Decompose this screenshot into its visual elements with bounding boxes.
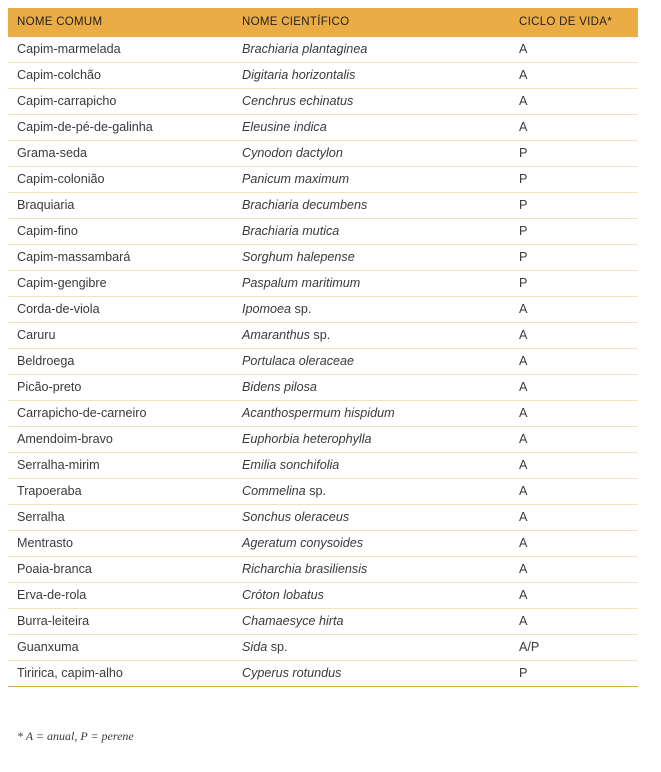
scientific-name-species-abbrev: sp. bbox=[294, 302, 312, 316]
column-header-nome-cientifico: NOME CIENTÍFICO bbox=[242, 16, 350, 28]
scientific-name-binomial: Cyperus rotundus bbox=[242, 666, 342, 680]
cell-ciclo-de-vida: A bbox=[519, 458, 528, 472]
table-row bbox=[8, 245, 638, 271]
scientific-name-binomial: Cenchrus echinatus bbox=[242, 94, 354, 108]
cell-nome-cientifico bbox=[233, 219, 510, 245]
cell-nome-comum: Erva-de-rola bbox=[17, 588, 87, 602]
cell-nome-cientifico bbox=[233, 479, 510, 505]
scientific-name-binomial: Sida bbox=[242, 640, 268, 654]
scientific-name-binomial: Paspalum maritimum bbox=[242, 276, 361, 290]
cell-nome-cientifico bbox=[233, 609, 510, 635]
table-header-row bbox=[8, 8, 638, 37]
cell-nome-cientifico bbox=[233, 427, 510, 453]
cell-nome-comum: Tiririca, capim-alho bbox=[17, 666, 123, 680]
scientific-name-binomial: Commelina bbox=[242, 484, 306, 498]
column-header-nome-comum: NOME COMUM bbox=[17, 16, 103, 28]
cell-nome-comum: Picão-preto bbox=[17, 380, 82, 394]
table-row bbox=[8, 453, 638, 479]
cell-nome-cientifico bbox=[233, 661, 510, 687]
cell-ciclo-de-vida: P bbox=[519, 250, 528, 264]
cell-nome-cientifico bbox=[233, 193, 510, 219]
cell-nome-cientifico bbox=[233, 167, 510, 193]
cell-nome-cientifico bbox=[233, 297, 510, 323]
cell-ciclo-de-vida: P bbox=[519, 666, 528, 680]
table-row bbox=[8, 37, 638, 63]
cell-nome-comum: Capim-massambará bbox=[17, 250, 131, 264]
cell-nome-comum: Carrapicho-de-carneiro bbox=[17, 406, 147, 420]
table-header bbox=[8, 8, 638, 37]
table-row bbox=[8, 323, 638, 349]
cell-ciclo-de-vida: P bbox=[519, 146, 528, 160]
cell-nome-comum: Grama-seda bbox=[17, 146, 87, 160]
scientific-name-binomial: Portulaca oleraceae bbox=[242, 354, 355, 368]
scientific-name-binomial: Bidens pilosa bbox=[242, 380, 317, 394]
scientific-name-binomial: Amaranthus bbox=[242, 328, 310, 342]
cell-nome-cientifico bbox=[233, 635, 510, 661]
cell-ciclo-de-vida: A/P bbox=[519, 640, 540, 654]
cell-ciclo-de-vida: A bbox=[519, 484, 528, 498]
table-row bbox=[8, 297, 638, 323]
cell-nome-comum: Amendoim-bravo bbox=[17, 432, 113, 446]
cell-nome-cientifico bbox=[233, 375, 510, 401]
cell-ciclo-de-vida: A bbox=[519, 432, 528, 446]
cell-nome-comum: Burra-leiteira bbox=[17, 614, 90, 628]
cell-nome-cientifico bbox=[233, 401, 510, 427]
scientific-name-binomial: Ageratum conysoides bbox=[242, 536, 364, 550]
column-header-ciclo-de-vida: CICLO DE VIDA* bbox=[519, 16, 613, 28]
table-row bbox=[8, 375, 638, 401]
weed-species-table bbox=[8, 8, 638, 687]
table-row bbox=[8, 63, 638, 89]
scientific-name-binomial: Sonchus oleraceus bbox=[242, 510, 350, 524]
cell-nome-cientifico bbox=[233, 37, 510, 63]
cell-nome-cientifico bbox=[233, 115, 510, 141]
table-row bbox=[8, 271, 638, 297]
cell-nome-comum: Beldroega bbox=[17, 354, 75, 368]
cell-nome-cientifico bbox=[233, 453, 510, 479]
table-row bbox=[8, 167, 638, 193]
scientific-name-binomial: Richarchia brasiliensis bbox=[242, 562, 368, 576]
cell-ciclo-de-vida: A bbox=[519, 562, 528, 576]
cell-nome-comum: Caruru bbox=[17, 328, 56, 342]
cell-nome-cientifico bbox=[233, 141, 510, 167]
cell-nome-comum: Capim-marmelada bbox=[17, 42, 121, 56]
table-body bbox=[8, 37, 638, 687]
scientific-name-binomial: Cróton lobatus bbox=[242, 588, 324, 602]
table-row bbox=[8, 427, 638, 453]
cell-nome-comum: Serralha bbox=[17, 510, 65, 524]
cell-ciclo-de-vida: A bbox=[519, 380, 528, 394]
cell-ciclo-de-vida: A bbox=[519, 120, 528, 134]
scientific-name-binomial: Acanthospermum hispidum bbox=[242, 406, 395, 420]
cell-ciclo-de-vida: P bbox=[519, 198, 528, 212]
cell-ciclo-de-vida: A bbox=[519, 406, 528, 420]
cell-nome-cientifico bbox=[233, 323, 510, 349]
table-row bbox=[8, 349, 638, 375]
cell-nome-comum: Braquiaria bbox=[17, 198, 75, 212]
table-row bbox=[8, 635, 638, 661]
cell-nome-cientifico bbox=[233, 271, 510, 297]
table-row bbox=[8, 583, 638, 609]
cell-nome-comum: Mentrasto bbox=[17, 536, 73, 550]
table-row bbox=[8, 193, 638, 219]
cell-nome-cientifico bbox=[233, 349, 510, 375]
table-row bbox=[8, 401, 638, 427]
cell-ciclo-de-vida: A bbox=[519, 328, 528, 342]
cell-ciclo-de-vida: A bbox=[519, 354, 528, 368]
cell-ciclo-de-vida: P bbox=[519, 172, 528, 186]
cell-nome-comum: Serralha-mirim bbox=[17, 458, 100, 472]
scientific-name-binomial: Brachiaria decumbens bbox=[242, 198, 368, 212]
table-row bbox=[8, 141, 638, 167]
cell-nome-cientifico bbox=[233, 531, 510, 557]
cell-ciclo-de-vida: A bbox=[519, 68, 528, 82]
cell-ciclo-de-vida: A bbox=[519, 94, 528, 108]
scientific-name-binomial: Ipomoea bbox=[242, 302, 292, 316]
scientific-name-binomial: Digitaria horizontalis bbox=[242, 68, 356, 82]
cell-nome-comum: Capim-de-pé-de-galinha bbox=[17, 120, 153, 134]
scientific-name-binomial: Brachiaria mutica bbox=[242, 224, 340, 238]
scientific-name-binomial: Eleusine indica bbox=[242, 120, 327, 134]
table-row bbox=[8, 505, 638, 531]
cell-ciclo-de-vida: A bbox=[519, 614, 528, 628]
cell-nome-comum: Capim-colchão bbox=[17, 68, 101, 82]
cell-ciclo-de-vida: P bbox=[519, 276, 528, 290]
scientific-name-binomial: Chamaesyce hirta bbox=[242, 614, 344, 628]
table-row bbox=[8, 661, 638, 687]
cell-ciclo-de-vida: A bbox=[519, 42, 528, 56]
table-row bbox=[8, 557, 638, 583]
weed-species-table-container bbox=[8, 8, 638, 687]
table-row bbox=[8, 479, 638, 505]
cell-nome-cientifico bbox=[233, 245, 510, 271]
cell-nome-comum: Guanxuma bbox=[17, 640, 79, 654]
table-row bbox=[8, 531, 638, 557]
scientific-name-binomial: Emilia sonchifolia bbox=[242, 458, 340, 472]
cell-nome-comum: Capim-colonião bbox=[17, 172, 105, 186]
cell-ciclo-de-vida: A bbox=[519, 536, 528, 550]
cell-nome-comum: Capim-carrapicho bbox=[17, 94, 117, 108]
table-footnote: * A = anual, P = perene bbox=[17, 729, 134, 743]
cell-nome-comum: Capim-gengibre bbox=[17, 276, 107, 290]
cell-ciclo-de-vida: A bbox=[519, 588, 528, 602]
scientific-name-binomial: Sorghum halepense bbox=[242, 250, 355, 264]
scientific-name-binomial: Panicum maximum bbox=[242, 172, 350, 186]
cell-nome-cientifico bbox=[233, 89, 510, 115]
scientific-name-species-abbrev: sp. bbox=[309, 484, 327, 498]
table-row bbox=[8, 89, 638, 115]
cell-ciclo-de-vida: A bbox=[519, 510, 528, 524]
scientific-name-binomial: Euphorbia heterophylla bbox=[242, 432, 372, 446]
cell-nome-comum: Corda-de-viola bbox=[17, 302, 100, 316]
cell-ciclo-de-vida: P bbox=[519, 224, 528, 238]
table-row bbox=[8, 609, 638, 635]
cell-nome-cientifico bbox=[233, 583, 510, 609]
cell-nome-comum: Trapoeraba bbox=[17, 484, 82, 498]
cell-nome-comum: Poaia-branca bbox=[17, 562, 92, 576]
cell-nome-cientifico bbox=[233, 505, 510, 531]
scientific-name-species-abbrev: sp. bbox=[313, 328, 331, 342]
table-row bbox=[8, 219, 638, 245]
cell-nome-cientifico bbox=[233, 557, 510, 583]
cell-ciclo-de-vida: A bbox=[519, 302, 528, 316]
table-row bbox=[8, 115, 638, 141]
scientific-name-binomial: Cynodon dactylon bbox=[242, 146, 343, 160]
cell-nome-cientifico bbox=[233, 63, 510, 89]
cell-nome-comum: Capim-fino bbox=[17, 224, 78, 238]
scientific-name-species-abbrev: sp. bbox=[270, 640, 288, 654]
scientific-name-binomial: Brachiaria plantaginea bbox=[242, 42, 368, 56]
